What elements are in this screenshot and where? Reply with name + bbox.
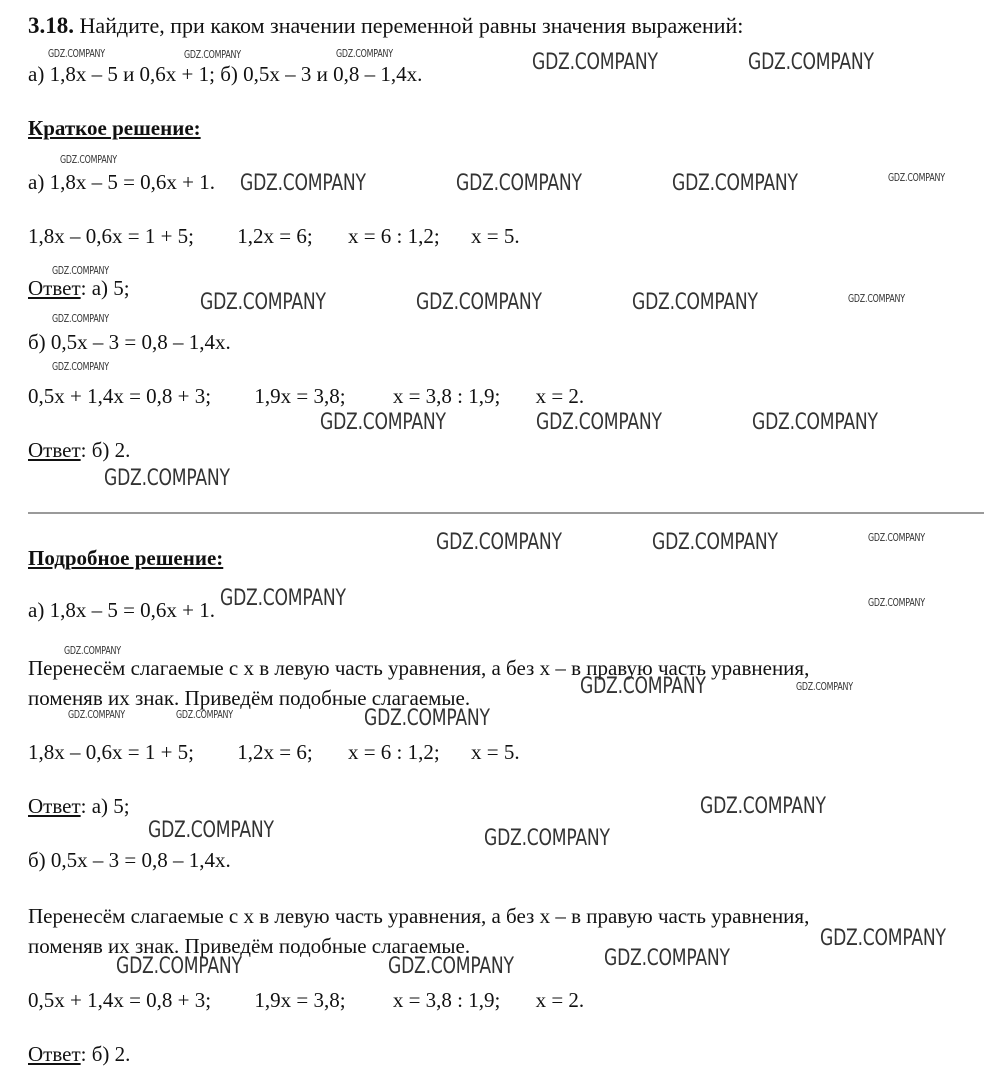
watermark: GDZ.COMPANY (484, 826, 610, 851)
step: 0,5x + 1,4x = 0,8 + 3; (28, 384, 212, 408)
watermark: GDZ.COMPANY (52, 264, 109, 277)
step: x = 3,8 : 1,9; (392, 384, 501, 408)
watermark: GDZ.COMPANY (176, 708, 233, 721)
short-a-steps (28, 224, 520, 248)
section-divider (28, 512, 984, 514)
watermark: GDZ.COMPANY (436, 530, 562, 555)
step: x = 3,8 : 1,9; (392, 988, 501, 1012)
watermark: GDZ.COMPANY (632, 290, 758, 315)
detailed-a-steps (28, 740, 520, 764)
watermark: GDZ.COMPANY (320, 410, 446, 435)
watermark: GDZ.COMPANY (68, 708, 125, 721)
short-a-equation: а) 1,8x – 5 = 0,6x + 1. (28, 170, 216, 194)
short-b-steps (28, 384, 584, 408)
problem-number: 3.18. (28, 13, 74, 38)
answer-value: : а) 5; (80, 794, 130, 818)
step: 1,9x = 3,8; (254, 384, 346, 408)
detailed-a-equation: а) 1,8x – 5 = 0,6x + 1. (28, 598, 216, 622)
detailed-b-answer (28, 1042, 130, 1066)
detailed-explanation-b-2: поменяв их знак. Приведём подобные слагаемые. (28, 934, 471, 958)
step: 1,8x – 0,6x = 1 + 5; (28, 740, 195, 764)
watermark: GDZ.COMPANY (868, 531, 925, 544)
watermark: GDZ.COMPANY (64, 644, 121, 657)
answer-value: : а) 5; (80, 276, 130, 300)
watermark: GDZ.COMPANY (388, 954, 514, 979)
watermark: GDZ.COMPANY (848, 292, 905, 305)
detailed-explanation-b-1: Перенесём слагаемые с x в левую часть уравнения, а без x – в правую часть уравнения, (28, 904, 810, 928)
task-line: а) 1,8x – 5 и 0,6x + 1; б) 0,5x – 3 и 0,8 – 1,4x. (28, 62, 423, 86)
watermark: GDZ.COMPANY (536, 410, 662, 435)
watermark: GDZ.COMPANY (604, 946, 730, 971)
watermark: GDZ.COMPANY (116, 954, 242, 979)
watermark: GDZ.COMPANY (52, 312, 109, 325)
step: x = 6 : 1,2; (347, 740, 440, 764)
watermark: GDZ.COMPANY (364, 706, 490, 731)
watermark: GDZ.COMPANY (888, 171, 945, 184)
watermark: GDZ.COMPANY (148, 818, 274, 843)
watermark: GDZ.COMPANY (580, 674, 706, 699)
step: x = 5. (470, 740, 520, 764)
watermark: GDZ.COMPANY (752, 410, 878, 435)
watermark: GDZ.COMPANY (532, 50, 658, 75)
detailed-a-answer (28, 794, 130, 818)
step: x = 2. (535, 384, 585, 408)
watermark: GDZ.COMPANY (456, 171, 582, 196)
detailed-explanation-a-2: поменяв их знак. Приведём подобные слагаемые. (28, 686, 471, 710)
watermark: GDZ.COMPANY (184, 48, 241, 61)
step: 1,2x = 6; (237, 740, 313, 764)
short-b-answer (28, 438, 130, 462)
answer-label: Ответ (28, 794, 81, 818)
watermark: GDZ.COMPANY (672, 171, 798, 196)
detailed-b-equation: б) 0,5x – 3 = 0,8 – 1,4x. (28, 848, 231, 872)
detailed-b-steps (28, 988, 584, 1012)
detailed-explanation-a-1: Перенесём слагаемые с x в левую часть уравнения, а без x – в правую часть уравнения, (28, 656, 810, 680)
watermark: GDZ.COMPANY (48, 47, 105, 60)
short-a-answer (28, 276, 130, 300)
watermark: GDZ.COMPANY (652, 530, 778, 555)
answer-label: Ответ (28, 276, 81, 300)
watermark: GDZ.COMPANY (820, 926, 946, 951)
watermark: GDZ.COMPANY (416, 290, 542, 315)
watermark: GDZ.COMPANY (104, 466, 230, 491)
watermark: GDZ.COMPANY (52, 360, 109, 373)
problem-text: Найдите, при каком значении переменной равны значения выражений: (79, 13, 744, 38)
problem-statement (28, 14, 743, 38)
watermark: GDZ.COMPANY (60, 153, 117, 166)
watermark: GDZ.COMPANY (200, 290, 326, 315)
watermark: GDZ.COMPANY (700, 794, 826, 819)
step: 0,5x + 1,4x = 0,8 + 3; (28, 988, 212, 1012)
step: x = 5. (470, 224, 520, 248)
answer-value: : б) 2. (80, 438, 131, 462)
step: x = 6 : 1,2; (347, 224, 440, 248)
short-b-equation: б) 0,5x – 3 = 0,8 – 1,4x. (28, 330, 231, 354)
watermark: GDZ.COMPANY (748, 50, 874, 75)
answer-label: Ответ (28, 1042, 81, 1066)
step: 1,8x – 0,6x = 1 + 5; (28, 224, 195, 248)
watermark: GDZ.COMPANY (220, 586, 346, 611)
watermark: GDZ.COMPANY (336, 47, 393, 60)
watermark: GDZ.COMPANY (796, 680, 853, 693)
answer-label: Ответ (28, 438, 81, 462)
short-solution-heading: Краткое решение: (28, 116, 201, 140)
step: x = 2. (535, 988, 585, 1012)
step: 1,2x = 6; (237, 224, 313, 248)
watermark: GDZ.COMPANY (868, 596, 925, 609)
step: 1,9x = 3,8; (254, 988, 346, 1012)
watermark: GDZ.COMPANY (240, 171, 366, 196)
answer-value: : б) 2. (80, 1042, 131, 1066)
detailed-solution-heading: Подробное решение: (28, 546, 224, 570)
